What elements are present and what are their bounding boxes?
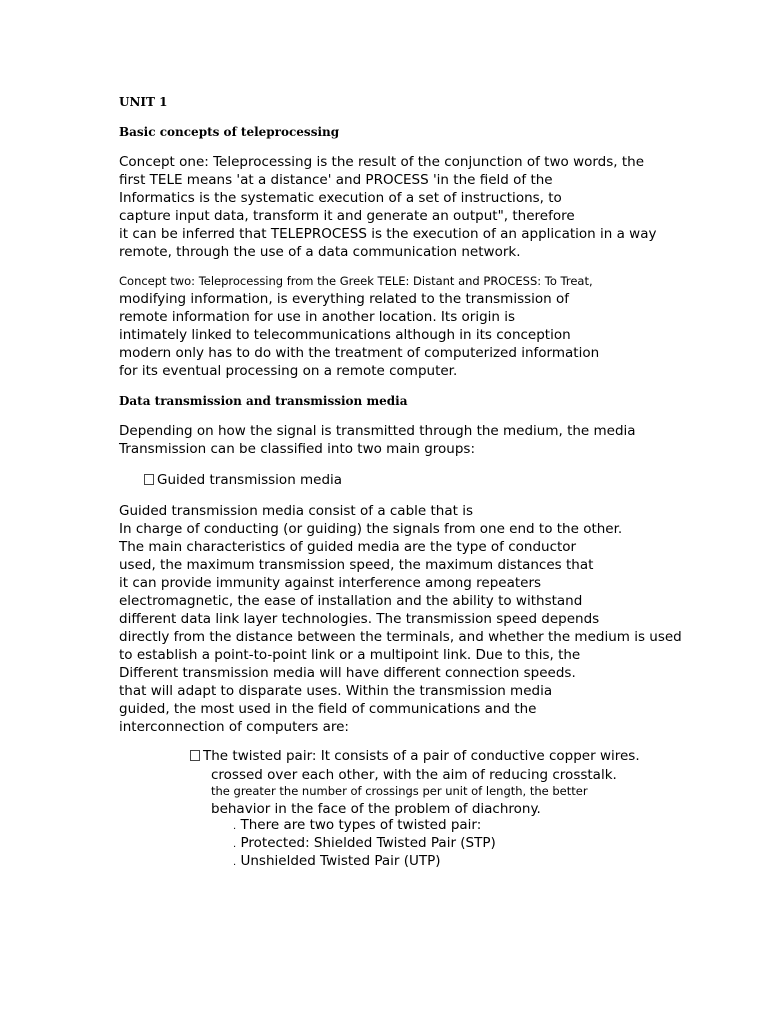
twisted-pair-line: crossed over each other, with the aim of reducing crosstalk.	[211, 767, 617, 783]
depending-paragraph	[119, 422, 636, 458]
text-line: Concept one: Teleprocessing is the result of the conjunction of two words, the	[119, 154, 645, 170]
list-marker: .	[233, 821, 237, 832]
text-line: In charge of conducting (or guiding) the signals from one end to the other.	[119, 521, 623, 537]
text-line: Guided transmission media consist of a cable that is	[119, 503, 473, 519]
text-line: intimately linked to telecommunications although in its conception	[119, 327, 571, 343]
text-line: modifying information, is everything related to the transmission of	[119, 291, 570, 307]
bullet-glyph-icon	[144, 474, 154, 485]
text-line: first TELE means 'at a distance' and PROCESS 'in the field of the	[119, 172, 553, 188]
basic-concepts-heading: Basic concepts of teleprocessing	[119, 125, 340, 139]
list-item-text: There are two types of twisted pair:	[240, 817, 482, 833]
text-line: Depending on how the signal is transmitted through the medium, the media	[119, 423, 636, 439]
list-item-text: Unshielded Twisted Pair (UTP)	[240, 853, 441, 869]
text-line: that will adapt to disparate uses. Within the transmission media	[119, 683, 553, 699]
twisted-pair-bullet	[190, 747, 640, 765]
unit-heading: UNIT 1	[119, 95, 168, 109]
text-line: guided, the most used in the field of communications and the	[119, 701, 537, 717]
text-line: remote information for use in another location. Its origin is	[119, 309, 516, 325]
concept-two-first-line: Concept two: Teleprocessing from the Greek TELE: Distant and PROCESS: To Treat,	[119, 274, 593, 288]
text-line: The main characteristics of guided media are the type of conductor	[119, 539, 577, 555]
bullet-label: Guided transmission media	[157, 472, 343, 488]
text-line: modern only has to do with the treatment of computerized information	[119, 345, 600, 361]
list-item	[233, 853, 496, 871]
text-line: it can be inferred that TELEPROCESS is the execution of an application in a way	[119, 226, 657, 242]
data-transmission-heading: Data transmission and transmission media	[119, 394, 408, 408]
list-item	[233, 817, 496, 835]
text-line: Transmission can be classified into two main groups:	[119, 441, 475, 457]
list-item	[233, 835, 496, 853]
concept-two-paragraph	[119, 290, 599, 380]
concept-one-paragraph	[119, 153, 656, 261]
guided-media-bullet	[144, 471, 342, 489]
twisted-pair-types-list	[233, 817, 496, 871]
bullet-label: The twisted pair: It consists of a pair of conductive copper wires.	[203, 748, 640, 764]
text-line: directly from the distance between the terminals, and whether the medium is used	[119, 629, 682, 645]
text-line: electromagnetic, the ease of installation and the ability to withstand	[119, 593, 583, 609]
twisted-pair-line: behavior in the face of the problem of diachrony.	[211, 801, 541, 817]
text-line: different data link layer technologies. The transmission speed depends	[119, 611, 600, 627]
text-line: Different transmission media will have different connection speeds.	[119, 665, 576, 681]
text-line: Informatics is the systematic execution of a set of instructions, to	[119, 190, 562, 206]
text-line: for its eventual processing on a remote computer.	[119, 363, 458, 379]
text-line: it can provide immunity against interference among repeaters	[119, 575, 542, 591]
list-marker: .	[233, 857, 237, 868]
text-line: used, the maximum transmission speed, the maximum distances that	[119, 557, 594, 573]
text-line: interconnection of computers are:	[119, 719, 349, 735]
list-marker: .	[233, 839, 237, 850]
guided-media-paragraph	[119, 502, 682, 736]
text-line: remote, through the use of a data communication network.	[119, 244, 521, 260]
bullet-glyph-icon	[190, 750, 200, 761]
text-line: to establish a point-to-point link or a multipoint link. Due to this, the	[119, 647, 581, 663]
twisted-pair-small-line: the greater the number of crossings per unit of length, the better	[211, 784, 588, 798]
list-item-text: Protected: Shielded Twisted Pair (STP)	[240, 835, 496, 851]
text-line: capture input data, transform it and generate an output", therefore	[119, 208, 575, 224]
